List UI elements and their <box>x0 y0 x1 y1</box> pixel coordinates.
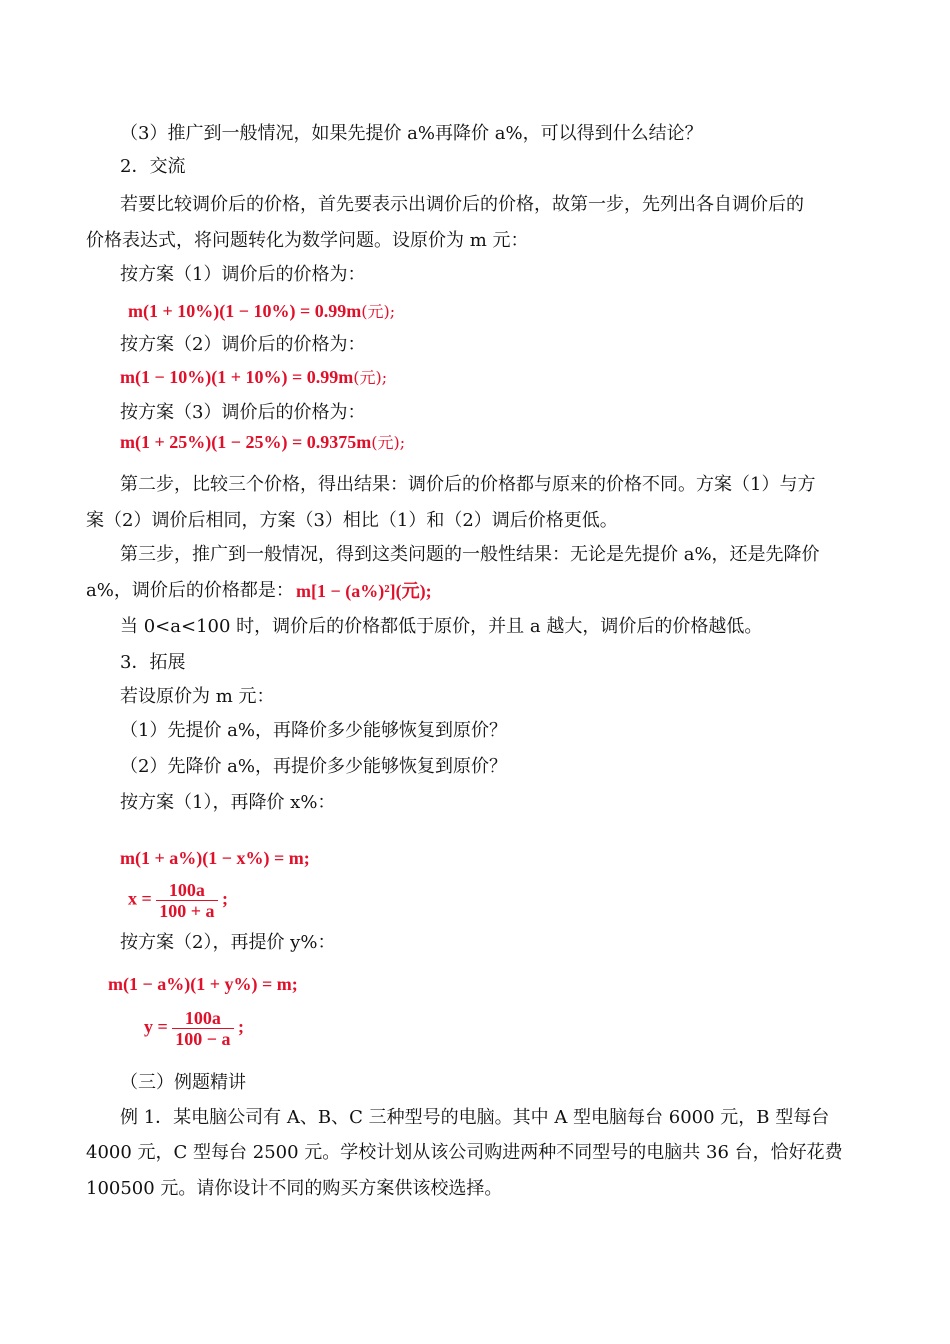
step-2-line: 案（2）调价后相同，方案（3）相比（1）和（2）调后价格更低。 <box>86 510 618 531</box>
section-extension: 3．拓展 <box>120 652 186 673</box>
fraction <box>172 1008 233 1049</box>
example-1-line: 100500 元。请你设计不同的购买方案供该校选择。 <box>86 1178 503 1199</box>
fraction-numerator: 100a <box>172 1008 233 1029</box>
step-3-line: 第三步，推广到一般情况，得到这类问题的一般性结果：无论是先提价 a%，还是先降价 <box>120 544 820 565</box>
formula-x-equation: m(1 + a%)(1 − x%) = m; <box>120 848 310 868</box>
plan-2-label: 按方案（2）调价后的价格为： <box>120 334 366 355</box>
formula-expression: m(1 − 10%)(1 + 10%) = 0.99m <box>120 367 354 387</box>
formula-plan-3 <box>120 429 405 456</box>
formula-unit: (元); <box>361 302 396 321</box>
plan-x-label: 按方案（1），再降价 x%： <box>120 792 336 813</box>
plan-3-label: 按方案（3）调价后的价格为： <box>120 402 366 423</box>
fraction-end: ; <box>222 888 229 909</box>
formula-general: m[1 − (a%)²](元); <box>296 581 432 601</box>
plan-y-label: 按方案（2），再提价 y%： <box>120 932 336 953</box>
fraction-denominator: 100 + a <box>159 901 215 921</box>
plan-1-label: 按方案（1）调价后的价格为： <box>120 264 366 285</box>
formula-plan-1 <box>128 298 395 325</box>
formula-expression: m(1 + 10%)(1 − 10%) = 0.99m <box>128 301 362 321</box>
section-exchange: 2．交流 <box>120 156 186 177</box>
step-3-line: a%，调价后的价格都是： <box>86 580 294 601</box>
formula-unit: (元); <box>371 433 406 452</box>
step-2-line: 第二步，比较三个价格，得出结果：调价后的价格都与原来的价格不同。方案（1）与方 <box>120 474 816 495</box>
fraction-end: ; <box>238 1016 245 1037</box>
fraction-denominator: 100 − a <box>175 1029 231 1049</box>
formula-y-solution <box>144 1008 244 1049</box>
fraction-numerator: 100a <box>156 880 217 901</box>
extension-question-1: （1）先提价 a%，再降价多少能够恢复到原价？ <box>120 720 508 741</box>
fraction-lhs: x = <box>128 888 152 909</box>
extension-question-2: （2）先降价 a%，再提价多少能够恢复到原价？ <box>120 756 508 777</box>
example-1-line: 例 1．某电脑公司有 A、B、C 三种型号的电脑。其中 A 型电脑每台 6000 元，B 型每台 <box>120 1107 830 1128</box>
question-3: （3）推广到一般情况，如果先提价 a%再降价 a%，可以得到什么结论？ <box>120 123 703 144</box>
formula-x-solution <box>128 880 228 921</box>
extension-setup: 若设原价为 m 元： <box>120 686 275 707</box>
example-1-line: 4000 元，C 型每台 2500 元。学校计划从该公司购进两种不同型号的电脑共 36 台，恰好花费 <box>86 1142 843 1163</box>
formula-plan-2 <box>120 364 387 391</box>
paragraph-line: 若要比较调价后的价格，首先要表示出调价后的价格，故第一步，先列出各自调价后的 <box>120 194 804 215</box>
paragraph-line: 价格表达式，将问题转化为数学问题。设原价为 m 元： <box>86 230 529 251</box>
condition-line: 当 0<a<100 时，调价后的价格都低于原价，并且 a 越大，调价后的价格越低。 <box>120 616 763 637</box>
formula-expression: m(1 + 25%)(1 − 25%) = 0.9375m <box>120 432 372 452</box>
fraction <box>156 880 217 921</box>
section-examples: （三）例题精讲 <box>120 1072 246 1093</box>
fraction-lhs: y = <box>144 1016 168 1037</box>
formula-y-equation: m(1 − a%)(1 + y%) = m; <box>108 974 298 994</box>
formula-unit: (元); <box>353 368 388 387</box>
